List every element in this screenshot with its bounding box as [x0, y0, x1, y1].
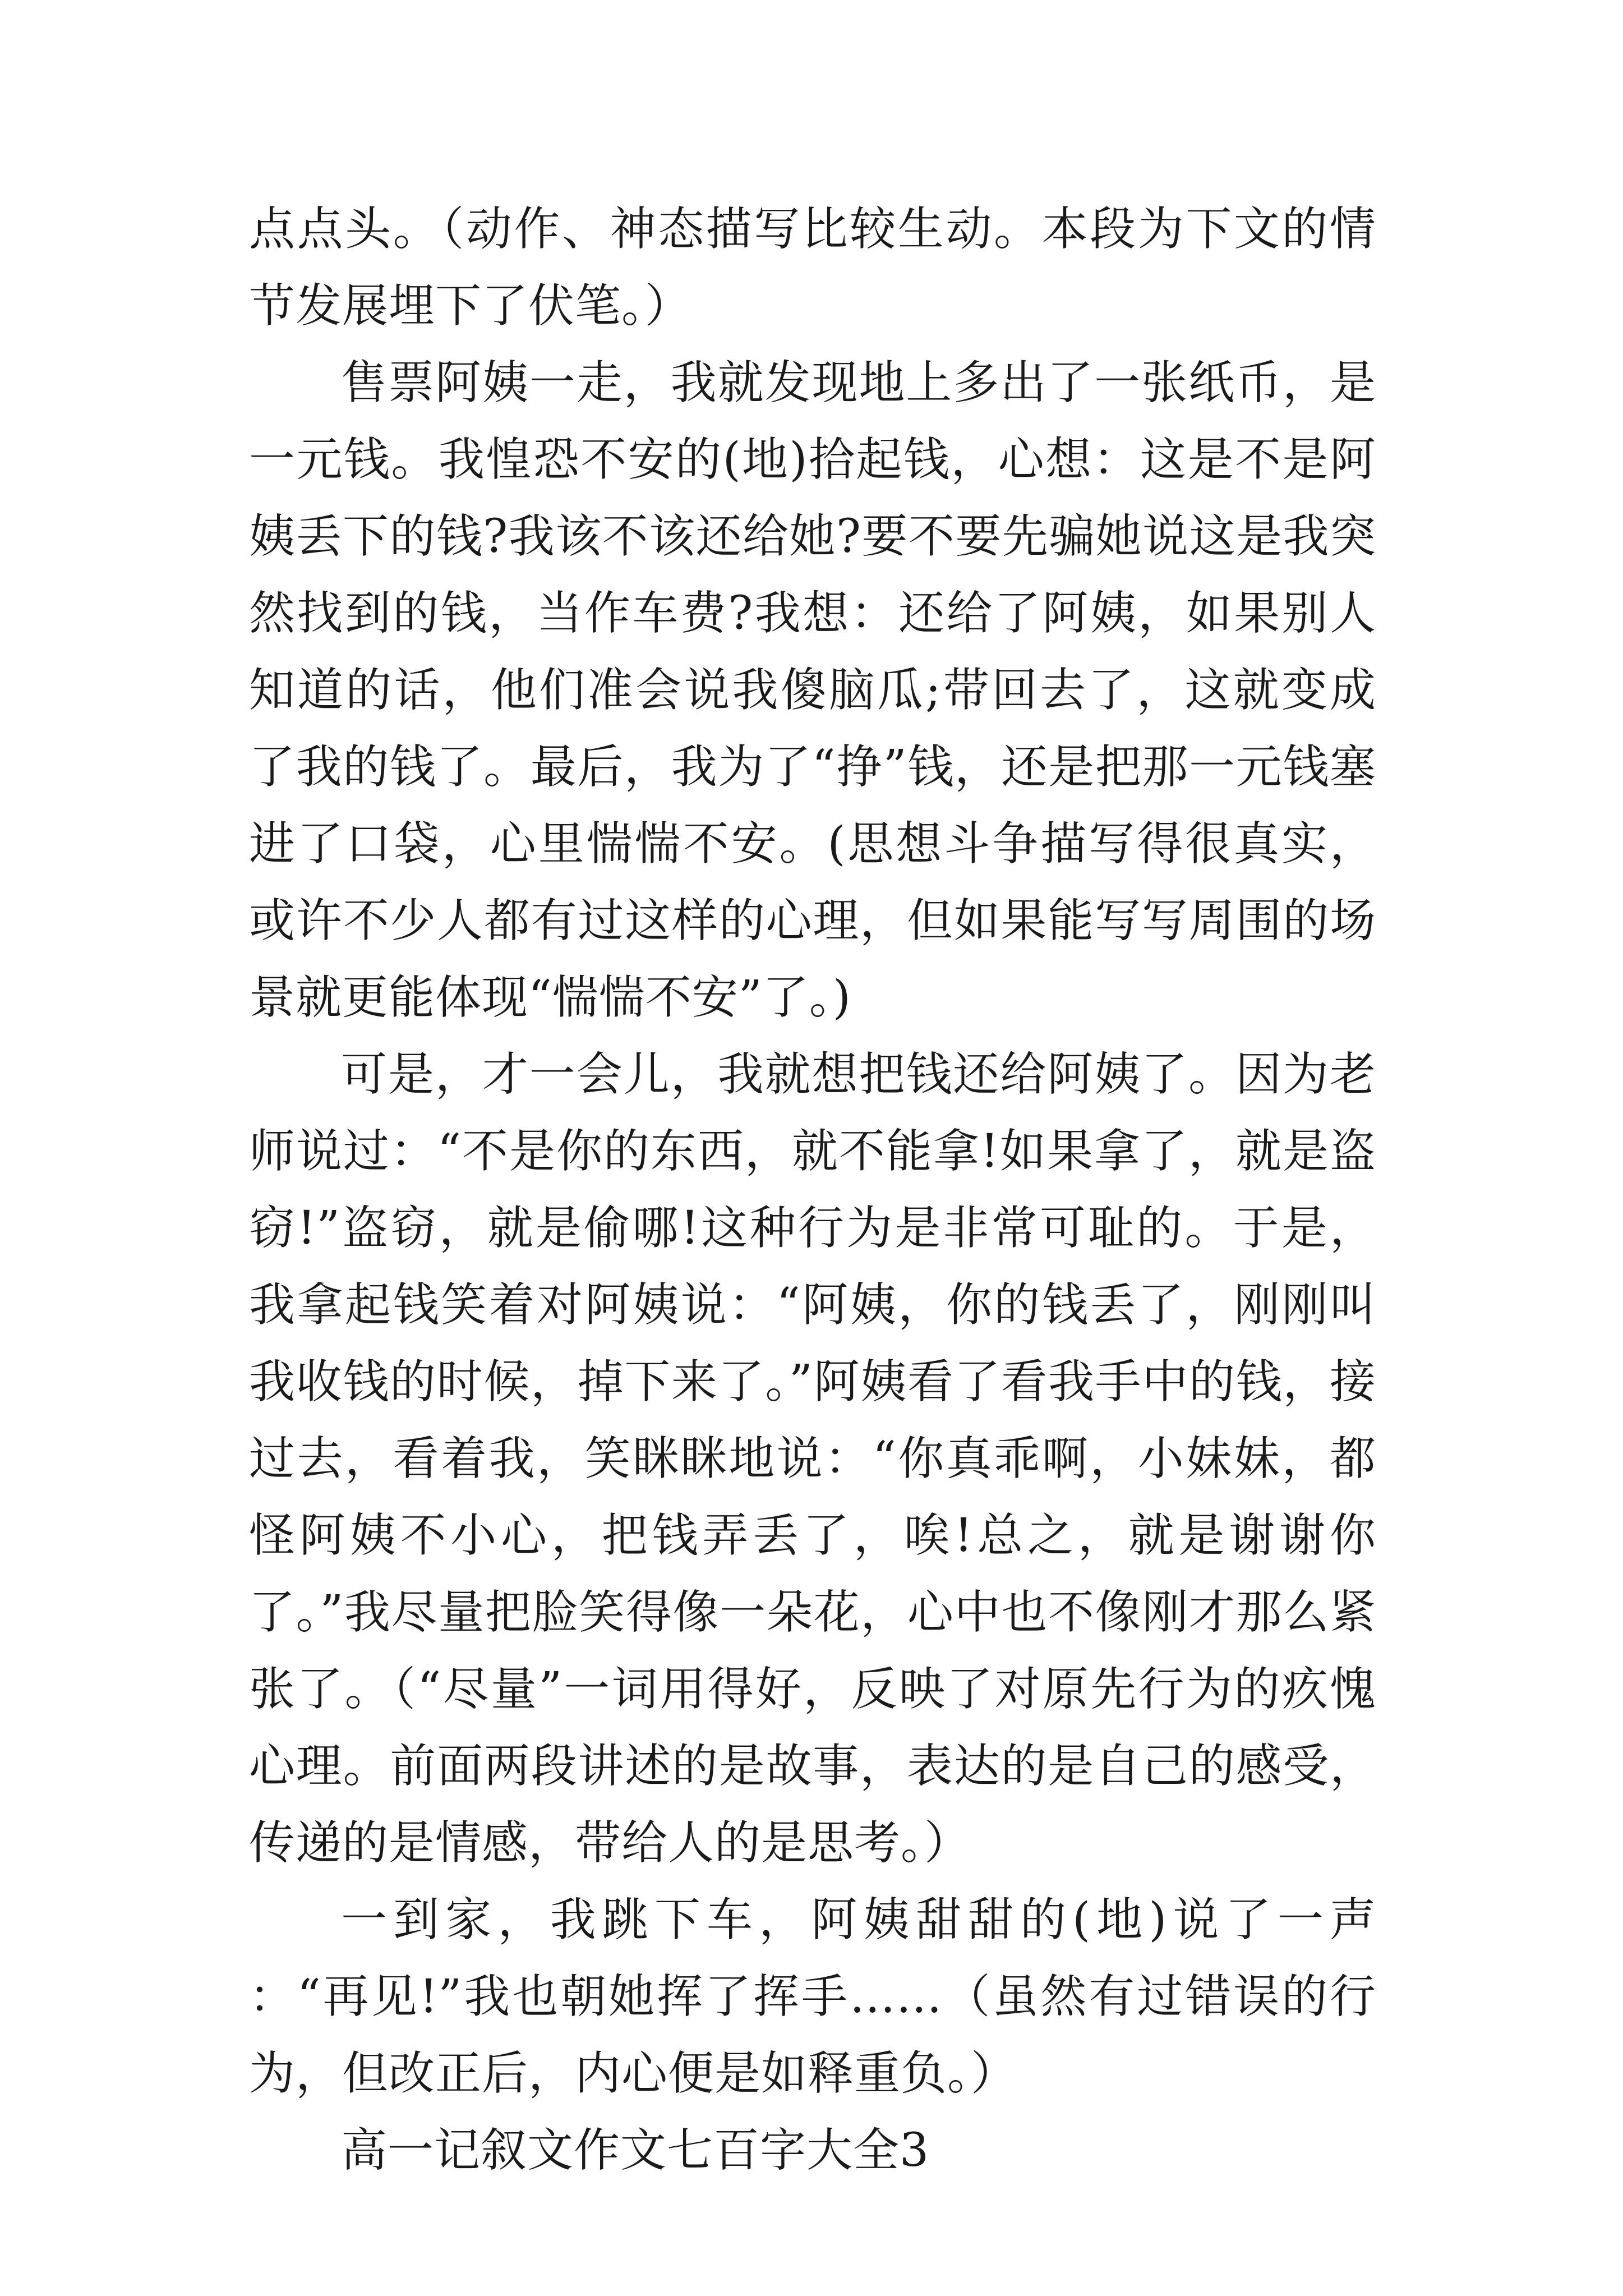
- document-body: [249, 191, 1376, 2189]
- paragraph-3: 可是，才一会儿，我就想把钱还给阿姨了。因为老师说过：“不是你的东西，就不能拿!如果拿了，就是盗窃!”盗窃，就是偷哪!这种行为是非常可耻的。于是，我拿起钱笑着对阿姨说：“阿姨，你的钱丢了，刚刚叫我收钱的时候，掉下来了。”阿姨看了看我手中的钱，接过去，看着我，笑眯眯地说：“你真乖啊，小妹妹，都怪阿姨不小心，把钱弄丢了，唉!总之，就是谢谢你了。”我尽量把脸笑得像一朵花，心中也不像刚才那么紧张了。（“尽量”一词用得好，反映了对原先行为的疚愧心理。前面两段讲述的是故事，表达的是自己的感受，传递的是情感，带给人的是思考。）: [249, 1048, 1376, 1870]
- section-title: 高一记叙文作文七百字大全3: [341, 2124, 930, 2177]
- paragraph-4: 一到家，我跳下车，阿姨甜甜的(地)说了一声 ：“再见!”我也朝她挥了挥手……（虽然有过错误的行为，但改正后，内心便是如释重负。）: [249, 1893, 1376, 2100]
- paragraph-1: 点点头。（动作、神态描写比较生动。本段为下文的情节发展埋下了伏笔。）: [249, 203, 1376, 333]
- paragraph-2: 售票阿姨一走，我就发现地上多出了一张纸币，是一元钱。我惶恐不安的(地)拾起钱，心想：这是不是阿姨丢下的钱?我该不该还给她?要不要先骗她说这是我突然找到的钱，当作车费?我想：还给了阿姨，如果别人知道的话，他们准会说我傻脑瓜;带回去了，这就变成了我的钱了。最后，我为了“挣”钱，还是把那一元钱塞进了口袋，心里惴惴不安。(思想斗争描写得很真实，或许不少人都有过这样的心理，但如果能写写周围的场景就更能体现“惴惴不安”了。): [249, 356, 1376, 1024]
